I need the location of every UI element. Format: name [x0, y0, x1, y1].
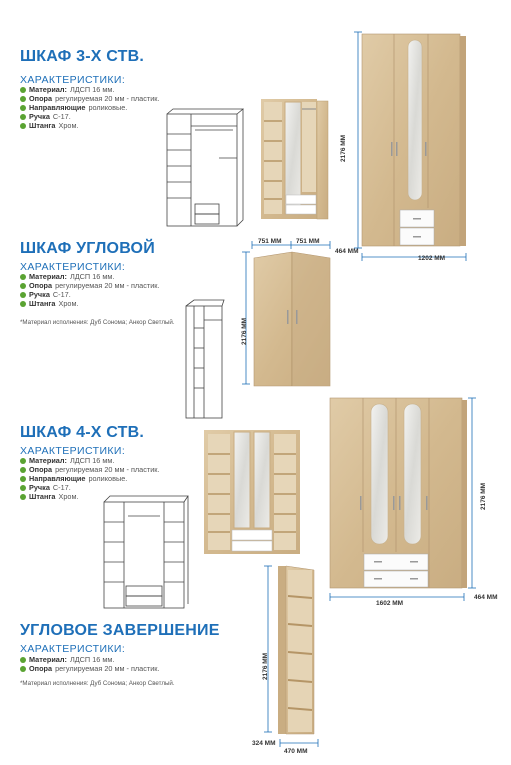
specs-list	[20, 655, 160, 673]
bullet-icon	[20, 274, 26, 280]
dim-depth-label: 464 ММ	[474, 594, 498, 601]
corner-end-shelf-photo	[274, 564, 318, 736]
material-note: *Материал исполнения: Дуб Сонома; Анкор Светлый.	[20, 319, 175, 326]
spec-item: Опора регулируемая 20 мм - пластик.	[20, 465, 160, 474]
bullet-icon	[20, 485, 26, 491]
wardrobe-4door-line-drawing	[102, 494, 190, 612]
bullet-icon	[20, 467, 26, 473]
spec-item: Материал: ЛДСП 16 мм.	[20, 272, 160, 281]
dim-line-height	[352, 30, 364, 255]
dim-depth-label: 324 ММ	[252, 740, 276, 747]
bullet-icon	[20, 666, 26, 672]
characteristics-heading: ХАРАКТЕРИСТИКИ:	[20, 445, 126, 457]
material-note: *Материал исполнения: Дуб Сонома; Анкор Светлый.	[20, 680, 175, 687]
dim-height-label: 2176 ММ	[340, 134, 347, 162]
dim-width-label: 470 ММ	[284, 748, 308, 755]
bullet-icon	[20, 105, 26, 111]
bullet-icon	[20, 301, 26, 307]
section-title-corner-end: УГЛОВОЕ ЗАВЕРШЕНИЕ	[20, 622, 220, 639]
specs-list	[20, 85, 160, 130]
bullet-icon	[20, 283, 26, 289]
spec-item: Направляющие роликовые.	[20, 474, 160, 483]
spec-item: Опора регулируемая 20 мм - пластик.	[20, 664, 160, 673]
dim-side-a-label: 751 ММ	[258, 238, 282, 245]
bullet-icon	[20, 494, 26, 500]
spec-item: Штанга Хром.	[20, 492, 160, 501]
spec-item: Направляющие роликовые.	[20, 103, 160, 112]
section-title-corner: ШКАФ УГЛОВОЙ	[20, 240, 155, 257]
dim-line-width	[278, 738, 322, 748]
bullet-icon	[20, 96, 26, 102]
wardrobe-3door-closed-photo	[360, 32, 470, 250]
dim-line-width	[358, 252, 470, 262]
dim-height-label: 2176 ММ	[480, 482, 487, 510]
wardrobe-3door-open-photo	[258, 97, 330, 223]
characteristics-heading: ХАРАКТЕРИСТИКИ:	[20, 643, 126, 655]
spec-item: Материал: ЛДСП 16 мм.	[20, 655, 160, 664]
bullet-icon	[20, 292, 26, 298]
spec-item: Ручка С-17.	[20, 290, 160, 299]
spec-item: Штанга Хром.	[20, 299, 160, 308]
spec-item: Опора регулируемая 20 мм - пластик.	[20, 281, 160, 290]
wardrobe-4door-closed-photo	[328, 396, 468, 592]
dim-height-label: 2176 ММ	[241, 317, 248, 345]
bullet-icon	[20, 657, 26, 663]
spec-item: Штанга Хром.	[20, 121, 160, 130]
specs-list	[20, 272, 160, 308]
section-title-4door: ШКАФ 4-Х СТВ.	[20, 424, 144, 441]
spec-item: Материал: ЛДСП 16 мм.	[20, 85, 160, 94]
wardrobe-4door-open-photo	[202, 428, 302, 556]
section-title-3door: ШКАФ 3-Х СТВ.	[20, 48, 144, 65]
dim-width-label: 1202 ММ	[418, 255, 446, 262]
corner-wardrobe-line-drawing	[180, 298, 226, 420]
bullet-icon	[20, 123, 26, 129]
bullet-icon	[20, 458, 26, 464]
bullet-icon	[20, 114, 26, 120]
bullet-icon	[20, 87, 26, 93]
bullet-icon	[20, 476, 26, 482]
spec-item: Ручка С-17.	[20, 112, 160, 121]
spec-item: Опора регулируемая 20 мм - пластик.	[20, 94, 160, 103]
corner-wardrobe-photo	[252, 250, 332, 388]
wardrobe-3door-line-drawing	[165, 108, 245, 230]
spec-item: Материал: ЛДСП 16 мм.	[20, 456, 160, 465]
dim-side-b-label: 751 ММ	[296, 238, 320, 245]
spec-item: Ручка С-17.	[20, 483, 160, 492]
dim-line-height	[466, 396, 478, 592]
dim-depth-label: 464 ММ	[335, 248, 359, 255]
dim-width-label: 1602 ММ	[376, 600, 404, 607]
dim-height-label: 2176 ММ	[262, 652, 269, 680]
characteristics-heading: ХАРАКТЕРИСТИКИ:	[20, 74, 126, 86]
characteristics-heading: ХАРАКТЕРИСТИКИ:	[20, 261, 126, 273]
dim-line-height	[262, 564, 274, 736]
